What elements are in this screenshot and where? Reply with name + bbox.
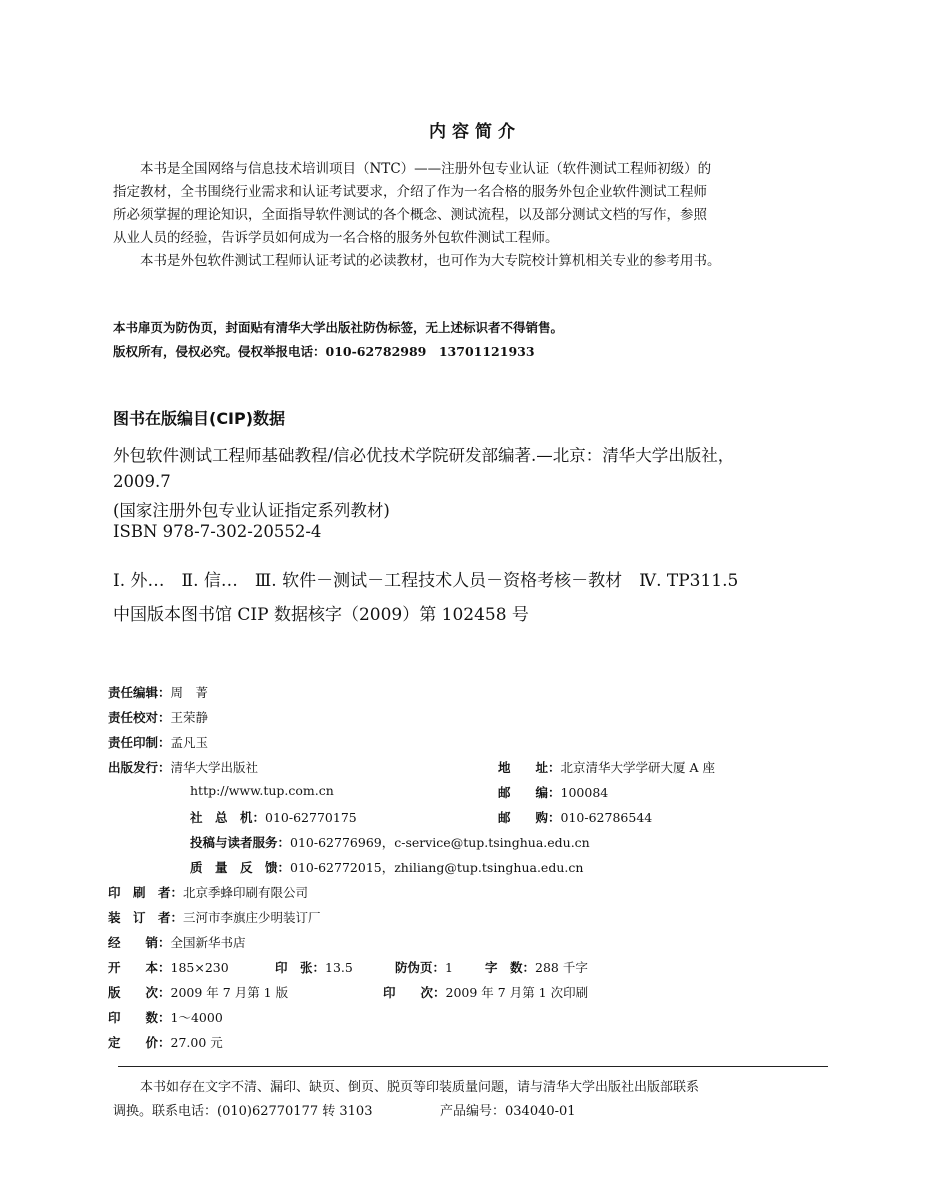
proofreader-value: 王荣静 (170, 710, 209, 725)
edition-value: 2009 年 7 月第 1 版 (170, 985, 289, 1000)
print-manager-row (108, 733, 208, 751)
summary-line-2: 指定教材，全书围绕行业需求和认证考试要求，介绍了作为一名合格的服务外包企业软件测试工程师 (113, 184, 707, 200)
word-count-row (485, 958, 588, 976)
mail-order-row (498, 808, 652, 826)
sheets-value: 13.5 (325, 960, 353, 975)
sheets-label: 印 张： (275, 960, 326, 975)
price-row (108, 1033, 223, 1051)
binder-row (108, 908, 321, 926)
postcode-value: 100084 (560, 785, 609, 800)
cip-approval: 中国版本图书馆 CIP 数据核字（2009）第 102458 号 (113, 605, 529, 625)
switchboard-row (190, 808, 357, 826)
distributor-value: 全国新华书店 (170, 935, 246, 950)
print-manager-value: 孟凡玉 (170, 735, 209, 750)
summary-line-1: 本书是全国网络与信息技术培训项目（NTC）——注册外包专业认证（软件测试工程师初级）的 (140, 161, 712, 177)
summary-line-3: 所必须掌握的理论知识，全面指导软件测试的各个概念、测试流程，以及部分测试文档的写作，参照 (113, 207, 707, 223)
summary-line-4: 从业人员的经验，告诉学员如何成为一名合格的服务外包软件测试工程师。 (113, 230, 559, 246)
antifake-label: 防伪页： (395, 960, 446, 975)
switchboard-value: 010-62770175 (265, 810, 357, 825)
reader-service-label: 投稿与读者服务： (190, 835, 291, 850)
binder-value: 三河市李旗庄少明装订厂 (183, 910, 321, 925)
cip-title-line: 外包软件测试工程师基础教程/信必优技术学院研发部编著.—北京：清华大学出版社， (113, 446, 735, 465)
format-value: 185×230 (170, 960, 229, 975)
printer-label: 印 刷 者： (108, 885, 184, 900)
print-run-row (108, 1008, 223, 1026)
antifake-row (395, 958, 453, 976)
print-run-value: 1～4000 (170, 1010, 223, 1025)
format-label: 开 本： (108, 960, 171, 975)
sheets-row (275, 958, 353, 976)
publisher-row (108, 758, 258, 776)
reader-service-row (190, 833, 590, 851)
word-count-label: 字 数： (485, 960, 536, 975)
summary-paragraph-2: 本书是外包软件测试工程师认证考试的必读教材，也可作为大专院校计算机相关专业的参考用书。 (140, 253, 721, 269)
word-count-value: 288 千字 (535, 960, 588, 975)
cip-heading: 图书在版编目(CIP)数据 (113, 409, 286, 428)
edition-label: 版 次： (108, 985, 171, 1000)
postcode-label: 邮 编： (498, 785, 561, 800)
address-label: 地 址： (498, 760, 561, 775)
page-title: 内容简介 (429, 122, 521, 142)
postcode-row (498, 783, 608, 801)
editor-value: 周 菁 (170, 685, 209, 700)
publisher-value: 清华大学出版社 (170, 760, 259, 775)
cip-classification: Ⅰ. 外… Ⅱ. 信… Ⅲ. 软件－测试－工程技术人员－资格考核－教材 Ⅳ. TP311.5 (113, 571, 739, 591)
antifake-value: 1 (445, 960, 453, 975)
edition-row (108, 983, 288, 1001)
address-value: 北京清华大学学研大厦 A 座 (560, 760, 715, 775)
editor-row (108, 683, 208, 701)
anti-counterfeit-notice: 本书扉页为防伪页，封面贴有清华大学出版社防伪标签，无上述标识者不得销售。 (113, 320, 564, 335)
quality-feedback-label: 质 量 反 馈： (190, 860, 291, 875)
cip-series: (国家注册外包专业认证指定系列教材) (113, 501, 390, 520)
publisher-label: 出版发行： (108, 760, 171, 775)
footer-divider (118, 1066, 828, 1067)
format-row (108, 958, 229, 976)
website-link[interactable]: http://www.tup.com.cn (190, 783, 334, 798)
contact-phone: 调换。联系电话：(010)62770177 转 3103 (113, 1104, 373, 1119)
editor-label: 责任编辑： (108, 685, 171, 700)
switchboard-label: 社 总 机： (190, 810, 266, 825)
mail-order-value: 010-62786544 (560, 810, 653, 825)
print-run-label: 印 数： (108, 1010, 171, 1025)
price-label: 定 价： (108, 1035, 171, 1050)
reader-service-value: 010-62776969，c-service@tup.tsinghua.edu.cn (290, 835, 590, 850)
quality-issue-note: 本书如存在文字不清、漏印、缺页、倒页、脱页等印装质量问题，请与清华大学出版社出版部联系 (140, 1080, 700, 1095)
quality-feedback-value: 010-62772015，zhiliang@tup.tsinghua.edu.cn (290, 860, 584, 875)
binder-label: 装 订 者： (108, 910, 184, 925)
print-manager-label: 责任印制： (108, 735, 171, 750)
printer-row (108, 883, 308, 901)
address-row (498, 758, 715, 776)
printer-value: 北京季蜂印刷有限公司 (183, 885, 309, 900)
copyright-notice: 版权所有，侵权必究。侵权举报电话：010-62782989 13701121933 (113, 344, 535, 359)
price-value: 27.00 元 (170, 1035, 223, 1050)
impression-label: 印 次： (383, 985, 446, 1000)
impression-row (383, 983, 588, 1001)
proofreader-row (108, 708, 208, 726)
proofreader-label: 责任校对： (108, 710, 171, 725)
quality-feedback-row (190, 858, 583, 876)
distributor-label: 经 销： (108, 935, 171, 950)
product-code: 产品编号：034040-01 (440, 1104, 576, 1119)
cip-date: 2009.7 (113, 472, 171, 491)
distributor-row (108, 933, 246, 951)
impression-value: 2009 年 7 月第 1 次印刷 (445, 985, 589, 1000)
mail-order-label: 邮 购： (498, 810, 561, 825)
cip-isbn: ISBN 978-7-302-20552-4 (113, 522, 322, 541)
